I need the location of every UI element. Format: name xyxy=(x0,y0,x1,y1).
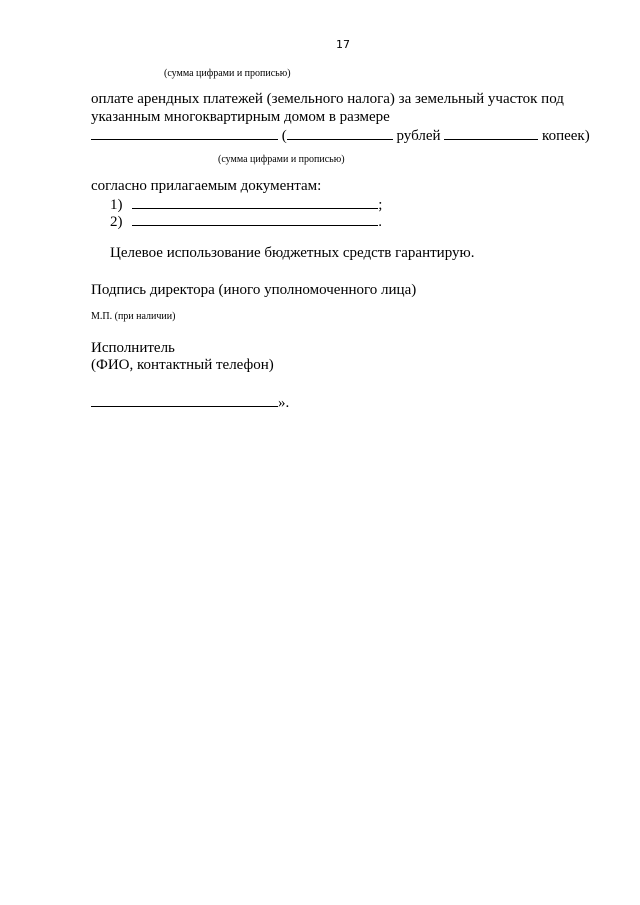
amount-blank[interactable] xyxy=(91,126,278,140)
kopeks-blank[interactable] xyxy=(444,126,538,140)
closing-blank[interactable] xyxy=(91,393,278,407)
paragraph-line-1: оплате арендных платежей (земельного налога) за земельный участок под xyxy=(91,91,564,107)
signature-label: Подпись директора (иного уполномоченного лица) xyxy=(91,282,417,298)
page-number: 17 xyxy=(336,38,350,51)
closing-line xyxy=(91,393,289,412)
sum-hint-top: (сумма цифрами и прописью) xyxy=(164,68,291,79)
rubles-blank[interactable] xyxy=(287,126,393,140)
closing-quote: ». xyxy=(278,395,290,411)
document-item-2-blank[interactable] xyxy=(132,212,378,226)
paragraph-line-2: указанным многоквартирным домом в размере xyxy=(91,109,390,125)
document-item-2 xyxy=(110,212,382,231)
paragraph-line-3 xyxy=(91,126,590,145)
executor-details: (ФИО, контактный телефон) xyxy=(91,357,274,373)
kopeks-label: копеек) xyxy=(542,128,590,144)
document-item-1-blank[interactable] xyxy=(132,195,378,209)
documents-intro: согласно прилагаемым документам: xyxy=(91,178,322,194)
open-paren: ( xyxy=(281,128,287,144)
document-item-1-number: 1) xyxy=(110,197,123,213)
document-item-2-end: . xyxy=(378,214,382,230)
executor-label: Исполнитель xyxy=(91,340,175,356)
guarantee-statement: Целевое использование бюджетных средств гарантирую. xyxy=(110,245,475,261)
document-item-1-end: ; xyxy=(378,197,383,213)
stamp-label: М.П. (при наличии) xyxy=(91,311,176,322)
document-item-2-number: 2) xyxy=(110,214,123,230)
sum-hint-bottom: (сумма цифрами и прописью) xyxy=(218,154,345,165)
rubles-label: рублей xyxy=(396,128,441,144)
